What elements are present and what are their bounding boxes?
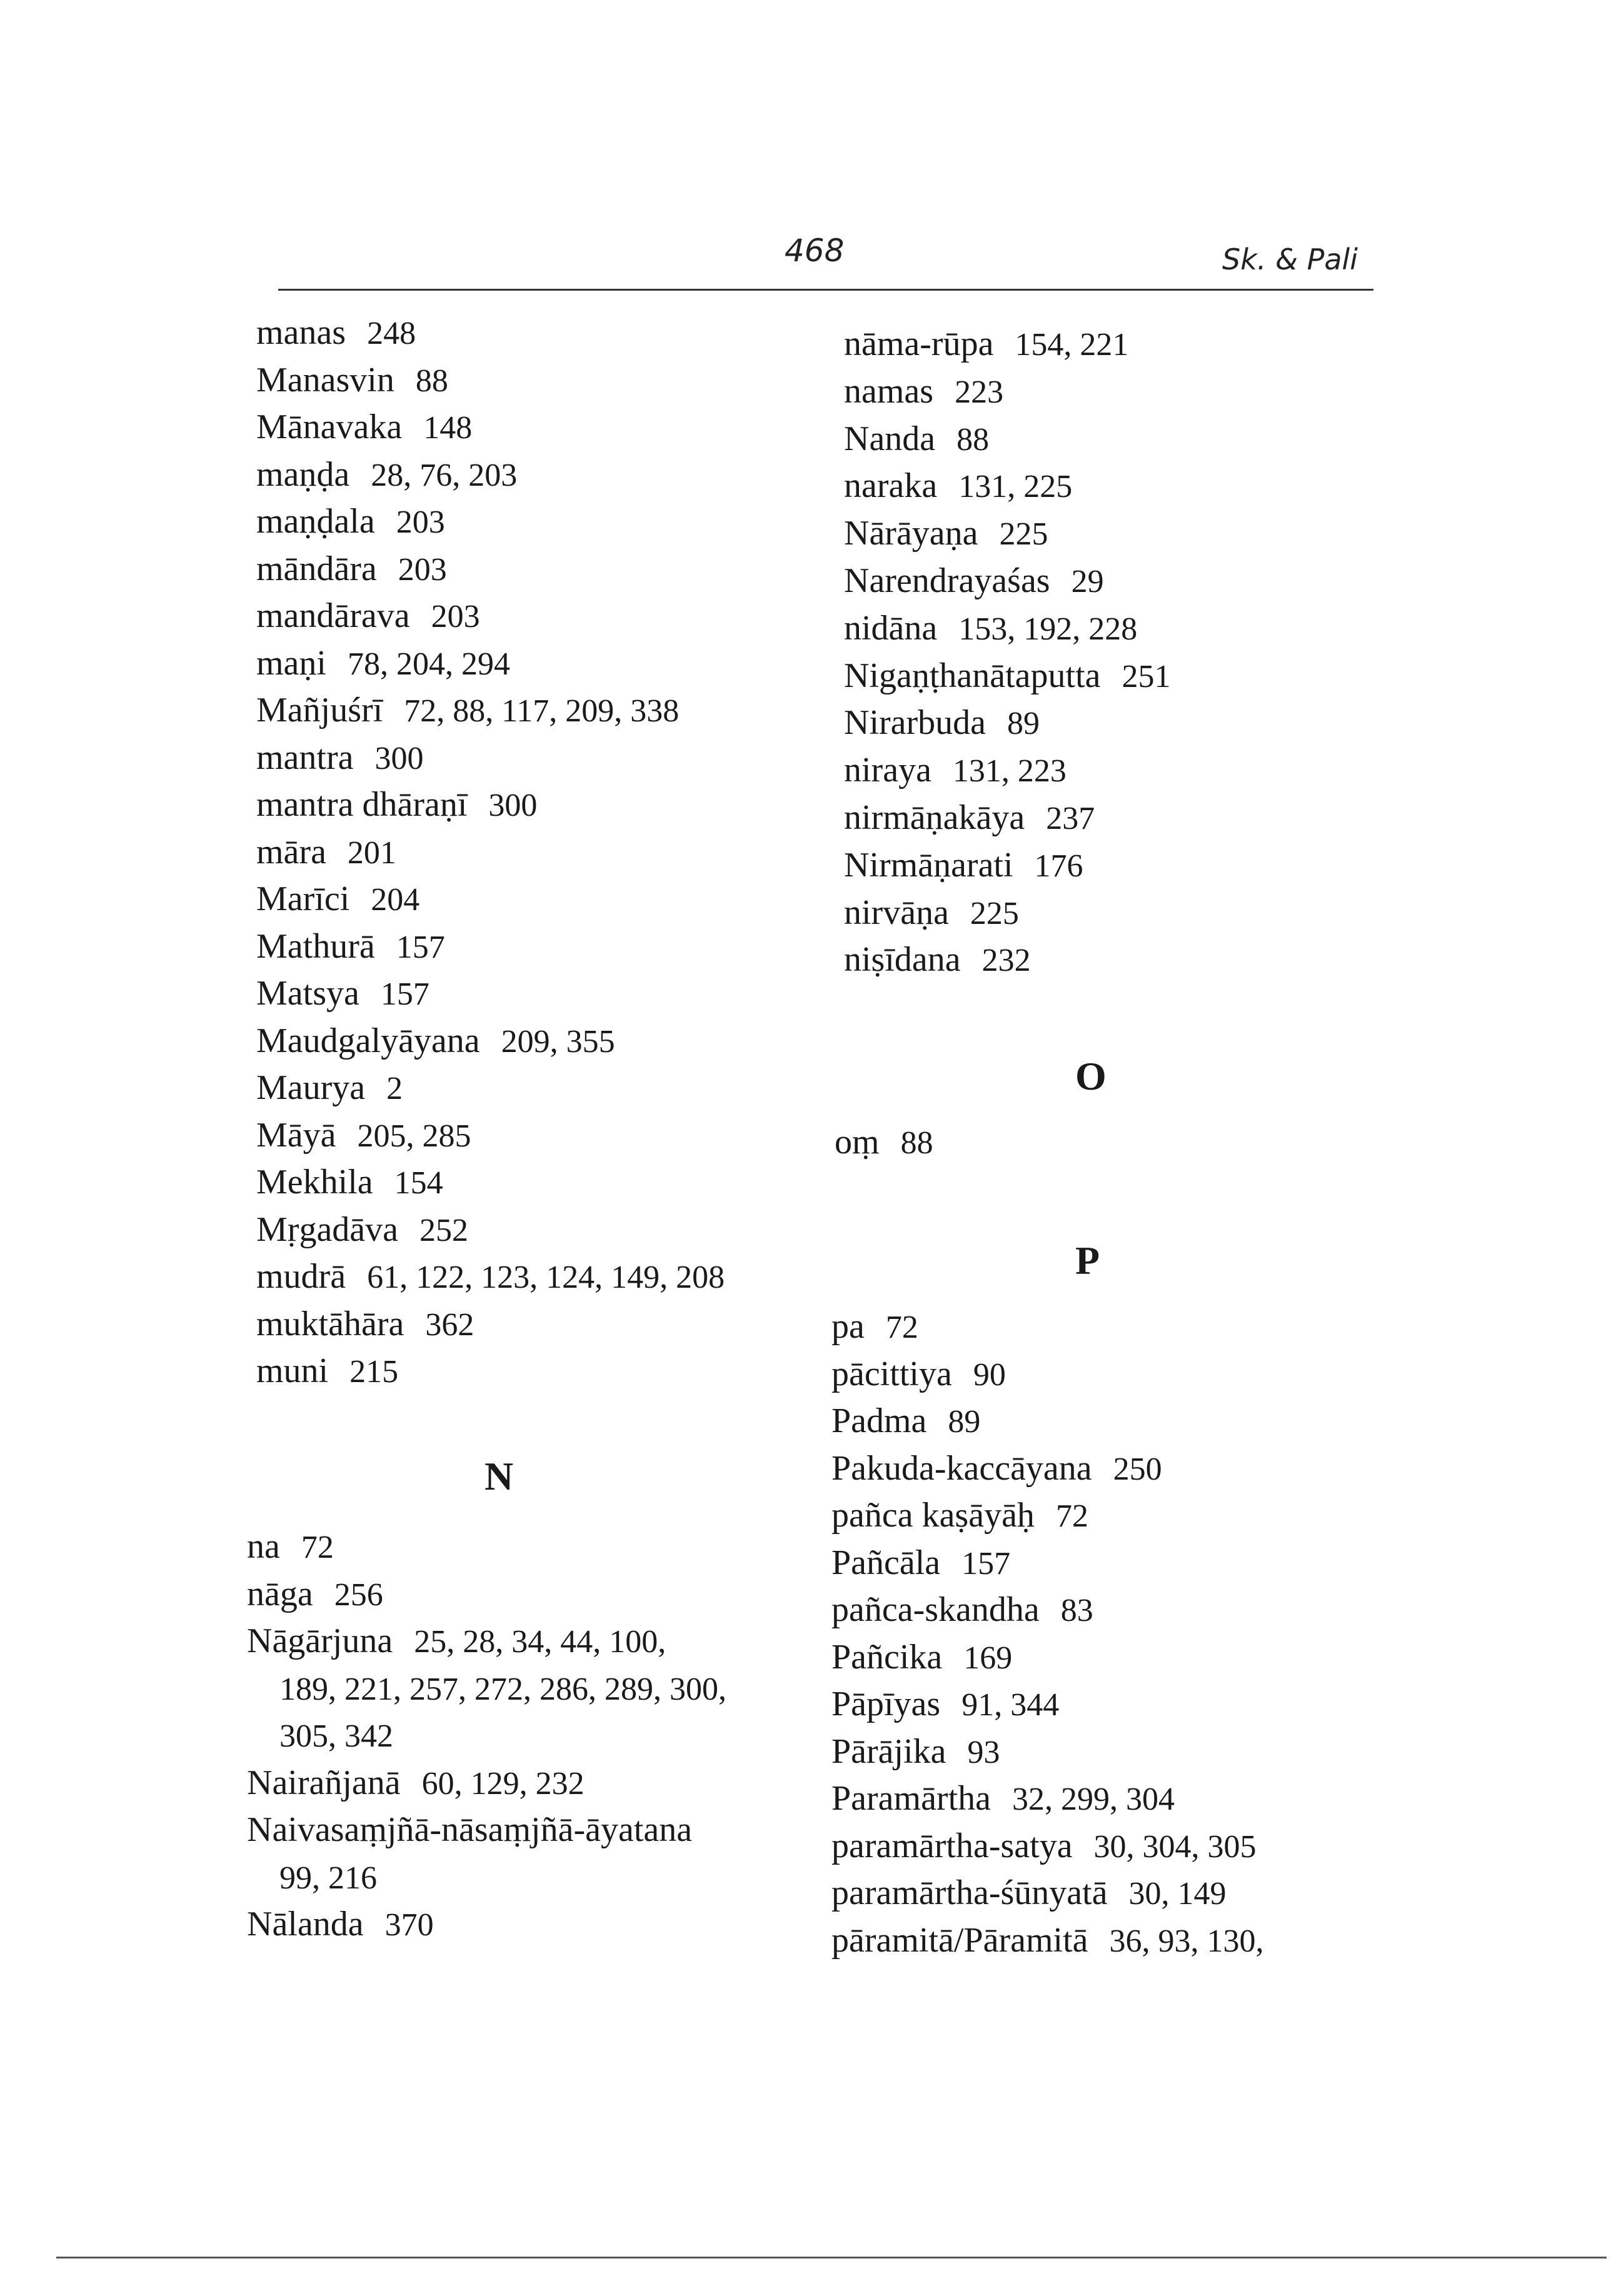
index-entry [247, 1526, 334, 1568]
index-pages: 89 [1007, 706, 1040, 742]
index-entry [835, 1122, 933, 1163]
index-pages: 189, 221, 257, 272, 286, 289, 300, [279, 1671, 726, 1707]
index-entry [844, 845, 1083, 886]
index-pages: 90 [973, 1356, 1006, 1393]
index-entry [256, 832, 396, 873]
index-entry [247, 1621, 666, 1662]
index-pages: 201 [347, 835, 396, 871]
index-pages: 28, 76, 203 [371, 457, 518, 493]
index-entry [256, 690, 679, 731]
index-term: nāma-rūpa [844, 324, 994, 363]
index-term: Matsya [256, 974, 359, 1013]
index-term: Pakuda-kaccāyana [831, 1448, 1092, 1488]
index-entry [831, 1873, 1227, 1914]
index-entry [844, 608, 1137, 649]
index-pages: 157 [396, 929, 445, 965]
index-pages: 154 [394, 1165, 443, 1201]
index-entry [831, 1637, 1012, 1678]
index-term: pācittiya [831, 1354, 952, 1393]
index-term: paramārtha-satya [831, 1826, 1073, 1865]
index-term: Maudgalyāyana [256, 1021, 480, 1060]
index-pages: 223 [955, 374, 1004, 410]
index-term: mantra [256, 738, 354, 777]
index-pages: 91, 344 [961, 1687, 1060, 1723]
index-entry [256, 879, 419, 920]
index-entry [844, 561, 1104, 602]
index-pages: 300 [374, 740, 424, 776]
index-pages: 232 [981, 943, 1031, 979]
index-pages: 30, 304, 305 [1093, 1828, 1257, 1865]
index-entry [256, 1021, 615, 1062]
index-pages: 83 [1060, 1593, 1093, 1628]
index-entry [831, 1401, 980, 1442]
index-pages: 72 [301, 1530, 334, 1565]
index-term: Nanda [844, 419, 936, 458]
index-pages: 362 [425, 1306, 474, 1343]
index-entry [844, 466, 1072, 507]
index-entry [844, 371, 1003, 413]
index-term: Nālanda [247, 1905, 364, 1943]
index-pages: 148 [423, 410, 473, 446]
index-pages: 204 [371, 882, 420, 918]
index-entry [844, 419, 989, 460]
index-entry [247, 1904, 434, 1945]
index-entry [256, 313, 416, 354]
index-entry [256, 549, 447, 590]
index-entry [831, 1732, 1000, 1773]
index-term: māra [256, 832, 326, 871]
index-pages: 205, 285 [357, 1118, 471, 1154]
index-pages: 99, 216 [279, 1860, 377, 1896]
index-pages: 176 [1034, 848, 1083, 884]
index-term: Mekhila [256, 1163, 373, 1201]
index-term: mantra dhāraṇī [256, 785, 468, 824]
index-pages: 153, 192, 228 [958, 611, 1138, 647]
index-term: Manasvin [256, 360, 394, 399]
index-term: Nāgārjuna [247, 1622, 393, 1660]
index-entry [844, 940, 1031, 981]
index-entry [831, 1495, 1088, 1537]
index-term: pa [831, 1307, 865, 1346]
index-entry [256, 596, 480, 637]
index-pages: 250 [1113, 1451, 1162, 1487]
index-pages: 203 [396, 504, 445, 540]
index-pages: 30, 149 [1128, 1876, 1227, 1912]
index-term: Marīci [256, 880, 350, 918]
index-term: Nārāyaṇa [844, 514, 978, 553]
index-term: nirvāṇa [844, 893, 949, 932]
index-entry [844, 324, 1128, 365]
index-pages: 209, 355 [501, 1023, 615, 1060]
index-entry [256, 643, 510, 684]
index-pages: 203 [398, 551, 447, 588]
index-entry [844, 656, 1171, 697]
index-term: pañca-skandha [831, 1590, 1040, 1629]
index-term: Naivasaṃjñā-nāsaṃjñā-āyatana [247, 1810, 693, 1849]
index-term: naraka [844, 466, 938, 506]
index-pages: 256 [334, 1577, 383, 1613]
index-pages: 60, 129, 232 [421, 1765, 585, 1802]
index-pages: 131, 225 [958, 469, 1073, 505]
index-entry [256, 785, 537, 826]
index-pages: 157 [380, 976, 429, 1012]
index-pages: 61, 122, 123, 124, 149, 208 [367, 1260, 725, 1295]
section-letter-o: O [1075, 1054, 1107, 1098]
index-pages: 36, 93, 130, [1109, 1923, 1264, 1959]
index-pages: 237 [1046, 801, 1095, 836]
index-pages: 78, 204, 294 [347, 646, 510, 682]
index-term: Padma [831, 1401, 927, 1440]
index-term: maṇi [256, 643, 326, 683]
footer-rule [56, 2257, 1607, 2258]
index-pages: 203 [431, 599, 480, 634]
index-term: Mānavaka [256, 408, 403, 446]
index-entry [256, 1351, 398, 1392]
index-term: niṣīdana [844, 940, 961, 980]
index-term: māndāra [256, 549, 377, 588]
index-entry [831, 1543, 1010, 1584]
index-term: manas [256, 313, 346, 352]
index-entry [844, 893, 1019, 934]
index-entry [256, 501, 445, 543]
index-pages: 225 [970, 895, 1019, 931]
section-letter-n: N [484, 1454, 514, 1498]
index-pages: 72 [885, 1310, 918, 1345]
index-term: Māyā [256, 1115, 336, 1155]
index-entry [279, 1857, 377, 1898]
index-pages: 169 [963, 1640, 1013, 1676]
index-entry [256, 973, 429, 1015]
index-term: Nirmāṇarati [844, 845, 1013, 885]
index-pages: 154, 221 [1015, 327, 1129, 363]
index-entry [844, 798, 1095, 839]
index-term: maṇḍala [256, 502, 375, 541]
index-entry [247, 1810, 713, 1850]
index-entry [831, 1354, 1006, 1395]
index-entry [831, 1684, 1059, 1725]
index-entry [831, 1920, 1263, 1962]
index-pages: 88 [900, 1125, 933, 1161]
index-term: Narendrayaśas [844, 561, 1050, 600]
index-term: Mathurā [256, 926, 375, 966]
index-entry [256, 926, 445, 968]
index-term: oṃ [835, 1123, 880, 1161]
running-head: Sk. & Pali [1222, 243, 1358, 276]
index-pages: 72, 88, 117, 209, 338 [404, 693, 680, 729]
index-entry [256, 360, 448, 401]
index-term: maṇḍa [256, 454, 350, 494]
index-entry [247, 1574, 383, 1615]
index-pages: 72 [1055, 1498, 1088, 1534]
index-term: paramārtha-śūnyatā [831, 1873, 1108, 1912]
index-term: nirmāṇakāya [844, 798, 1025, 837]
index-pages: 215 [349, 1354, 399, 1390]
index-term: niraya [844, 751, 931, 790]
index-entry [256, 1304, 474, 1345]
index-pages: 252 [419, 1212, 469, 1248]
index-term: pañca kaṣāyāḥ [831, 1496, 1035, 1535]
index-entry [279, 1668, 726, 1710]
index-pages: 248 [367, 316, 416, 351]
index-entry [831, 1448, 1162, 1490]
index-entry [831, 1826, 1257, 1867]
index-pages: 93 [967, 1734, 1000, 1770]
header-rule [278, 289, 1373, 291]
index-pages: 2 [386, 1071, 403, 1106]
index-entry [256, 1115, 471, 1156]
index-entry [247, 1763, 585, 1804]
index-term: nidāna [844, 608, 938, 648]
index-term: Mañjuśrī [256, 691, 383, 729]
index-term: nāga [247, 1574, 313, 1613]
index-term: Pañcāla [831, 1543, 941, 1582]
index-pages: 29 [1071, 564, 1104, 599]
index-term: Pārājika [831, 1732, 946, 1771]
section-letter-p: P [1075, 1238, 1100, 1283]
index-term: Pañcika [831, 1637, 943, 1677]
index-term: mandārava [256, 596, 410, 635]
index-pages: 305, 342 [279, 1718, 393, 1754]
index-entry [279, 1715, 393, 1757]
index-term: na [247, 1527, 280, 1566]
index-pages: 370 [384, 1907, 434, 1943]
index-pages: 131, 223 [952, 753, 1066, 790]
index-entry [831, 1306, 918, 1348]
index-term: Paramārtha [831, 1779, 991, 1818]
index-pages: 88 [956, 421, 990, 458]
index-pages: 251 [1122, 658, 1171, 694]
index-term: muktāhāra [256, 1304, 404, 1343]
index-pages: 225 [999, 516, 1048, 553]
index-entry [831, 1590, 1093, 1631]
index-pages: 32, 299, 304 [1011, 1782, 1175, 1817]
index-term: Nigaṇṭhanātaputta [844, 656, 1101, 695]
index-term: Nairañjanā [247, 1763, 401, 1802]
index-entry [844, 703, 1040, 744]
index-term: muni [256, 1351, 329, 1390]
index-pages: 25, 28, 34, 44, 100, [414, 1624, 666, 1660]
index-term: namas [844, 371, 934, 411]
index-entry [256, 454, 517, 496]
index-pages: 300 [488, 788, 538, 823]
index-entry [256, 1162, 443, 1203]
index-term: Maurya [256, 1068, 366, 1107]
page-number: 468 [785, 233, 845, 269]
index-term: mudrā [256, 1257, 346, 1296]
index-term: Mṛgadāva [256, 1210, 399, 1249]
index-entry [256, 407, 472, 448]
index-pages: 89 [948, 1404, 981, 1440]
index-term: Nirarbuda [844, 703, 986, 743]
index-entry [831, 1778, 1175, 1820]
index-entry [844, 513, 1048, 554]
index-term: Pāpīyas [831, 1685, 941, 1723]
index-pages: 157 [961, 1545, 1011, 1582]
index-entry [256, 1256, 725, 1298]
index-pages: 88 [415, 363, 448, 399]
index-term: pāramitā/Pāramitā [831, 1920, 1088, 1960]
index-entry [844, 750, 1066, 791]
index-entry [256, 738, 423, 779]
index-entry [256, 1210, 468, 1251]
index-entry [256, 1068, 403, 1109]
